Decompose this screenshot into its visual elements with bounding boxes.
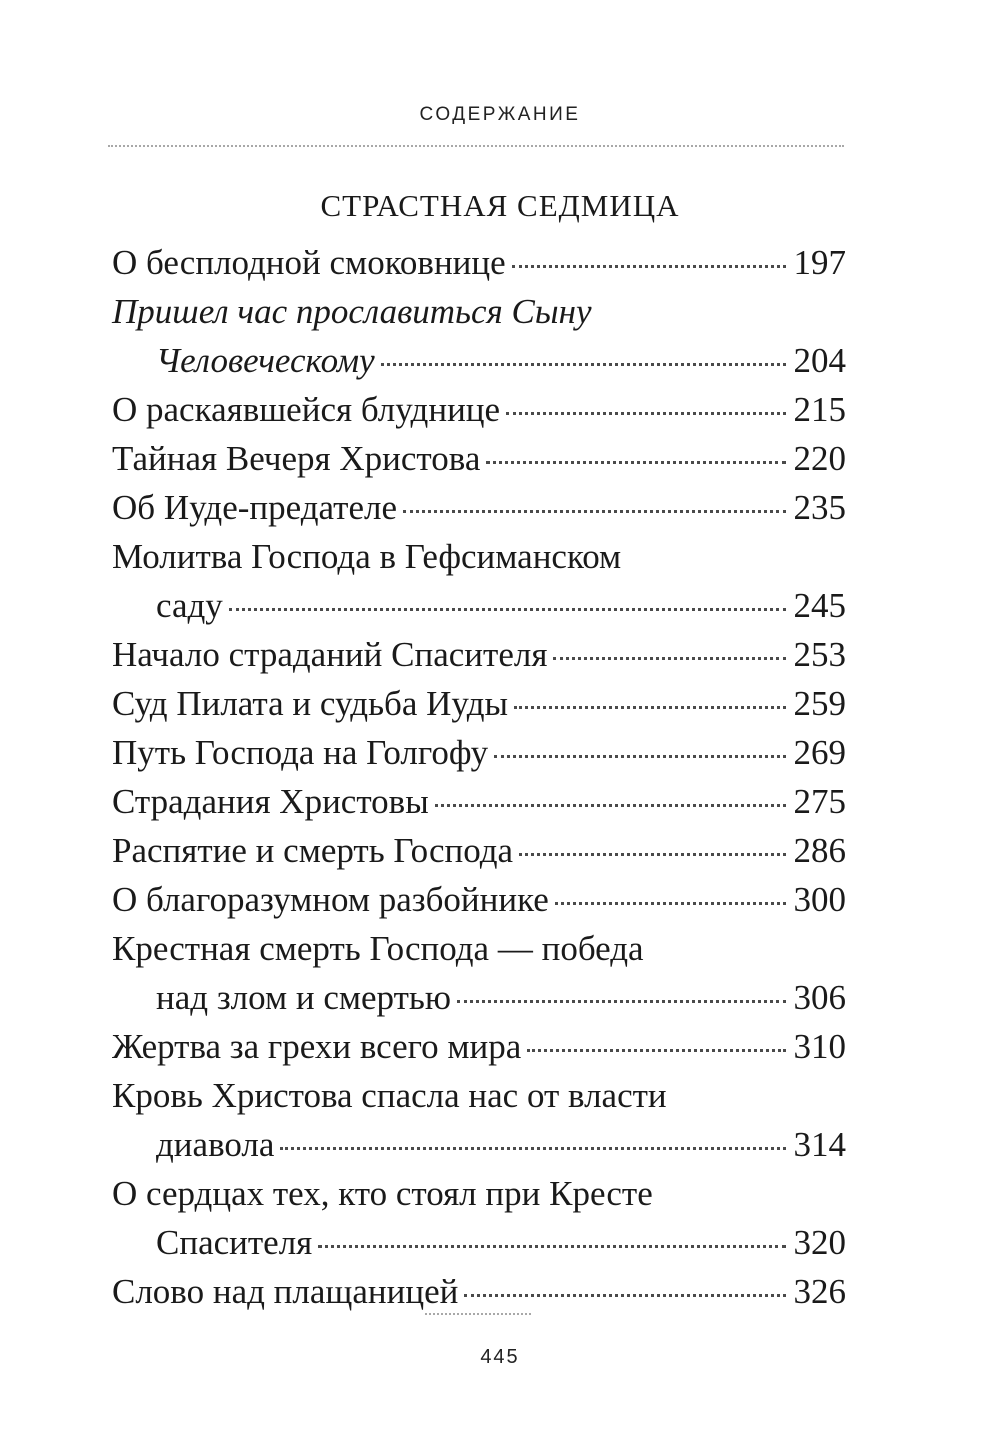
- toc-entry: [112, 483, 846, 532]
- dot-leader: [553, 657, 785, 660]
- toc-entry-page: 220: [793, 439, 846, 478]
- toc-entry: [112, 679, 846, 728]
- dot-leader: [318, 1245, 785, 1248]
- toc-entry-title: Распятие и смерть Господа: [112, 831, 514, 870]
- toc-entry-title-line2: саду: [156, 586, 223, 625]
- toc-entry-page: 320: [793, 1223, 846, 1262]
- toc-entry-title-line2: Спасителя: [156, 1223, 313, 1262]
- toc-entry-page: 215: [793, 390, 846, 429]
- toc-entry: [112, 434, 846, 483]
- toc-entry-page: 286: [793, 831, 846, 870]
- toc-entry-page: 235: [793, 488, 846, 527]
- header-divider: [108, 145, 844, 147]
- toc-entry-title-line1: Молитва Господа в Гефсиманском: [112, 537, 622, 576]
- toc-entry-page: 253: [793, 635, 846, 674]
- toc-entry-title: Начало страданий Спасителя: [112, 635, 548, 674]
- dot-leader: [519, 853, 785, 856]
- toc-entry-page: 259: [793, 684, 846, 723]
- toc-entry: [112, 1022, 846, 1071]
- toc-entry-page: 300: [793, 880, 846, 919]
- dot-leader: [435, 804, 786, 807]
- toc-entry-title-line1: О сердцах тех, кто стоял при Кресте: [112, 1174, 653, 1213]
- toc-entry-page: 197: [793, 243, 846, 282]
- dot-leader: [457, 1000, 786, 1003]
- toc-entry-page: 245: [793, 586, 846, 625]
- dot-leader: [555, 902, 786, 905]
- toc-entry-title-line1: Пришел час прославиться Сыну: [112, 292, 592, 331]
- dot-leader: [464, 1294, 785, 1297]
- toc-entry-title: Суд Пилата и судьба Иуды: [112, 684, 509, 723]
- dot-leader: [494, 755, 785, 758]
- toc-entry: [112, 238, 846, 287]
- dot-leader: [514, 706, 785, 709]
- dot-leader: [403, 510, 786, 513]
- toc-entry-page: 306: [793, 978, 846, 1017]
- section-title: СТРАСТНАЯ СЕДМИЦА: [320, 188, 680, 223]
- toc-entry-title: О раскаявшейся блуднице: [112, 390, 501, 429]
- dot-leader: [280, 1147, 785, 1150]
- toc-entry-title: Жертва за грехи всего мира: [112, 1027, 522, 1066]
- toc-entry: [112, 924, 846, 1022]
- toc-entry: [112, 1071, 846, 1169]
- toc-entry: [112, 728, 846, 777]
- toc-entry: [112, 777, 846, 826]
- toc-entry-title: Тайная Вечеря Христова: [112, 439, 481, 478]
- toc-entry: [112, 385, 846, 434]
- table-of-contents: [112, 238, 846, 1316]
- dot-leader: [512, 265, 786, 268]
- toc-entry-page: 204: [793, 341, 846, 380]
- toc-entry: [112, 532, 846, 630]
- toc-entry-title-line2: Человеческому: [156, 341, 375, 380]
- dot-leader: [229, 608, 786, 611]
- toc-entry-title: Путь Господа на Голгофу: [112, 733, 489, 772]
- footer-divider: [425, 1313, 531, 1315]
- toc-entry-title-line2: над злом и смертью: [156, 978, 451, 1017]
- dot-leader: [486, 461, 785, 464]
- toc-entry-page: 314: [793, 1125, 846, 1164]
- toc-entry: [112, 630, 846, 679]
- dot-leader: [527, 1049, 785, 1052]
- toc-entry: [112, 287, 846, 385]
- running-head: СОДЕРЖАНИЕ: [419, 104, 581, 125]
- toc-entry-page: 275: [793, 782, 846, 821]
- toc-entry-title: Об Иуде-предателе: [112, 488, 397, 527]
- toc-entry-title-line1: Кровь Христова спасла нас от власти: [112, 1076, 667, 1115]
- toc-entry: [112, 875, 846, 924]
- toc-entry-page: 310: [793, 1027, 846, 1066]
- toc-entry-page: 326: [793, 1272, 846, 1311]
- toc-entry-title-line1: Крестная смерть Господа — победа: [112, 929, 644, 968]
- toc-entry-page: 269: [793, 733, 846, 772]
- toc-entry-title-line2: диавола: [156, 1125, 275, 1164]
- toc-entry-title: Слово над плащаницей: [112, 1272, 459, 1311]
- toc-entry: [112, 1267, 846, 1316]
- dot-leader: [506, 412, 785, 415]
- page-number: 445: [480, 1346, 520, 1368]
- toc-entry: [112, 1169, 846, 1267]
- toc-entry-title: О благоразумном разбойнике: [112, 880, 549, 919]
- toc-entry-title: О бесплодной смоковнице: [112, 243, 506, 282]
- toc-entry: [112, 826, 846, 875]
- toc-entry-title: Страдания Христовы: [112, 782, 429, 821]
- dot-leader: [381, 363, 786, 366]
